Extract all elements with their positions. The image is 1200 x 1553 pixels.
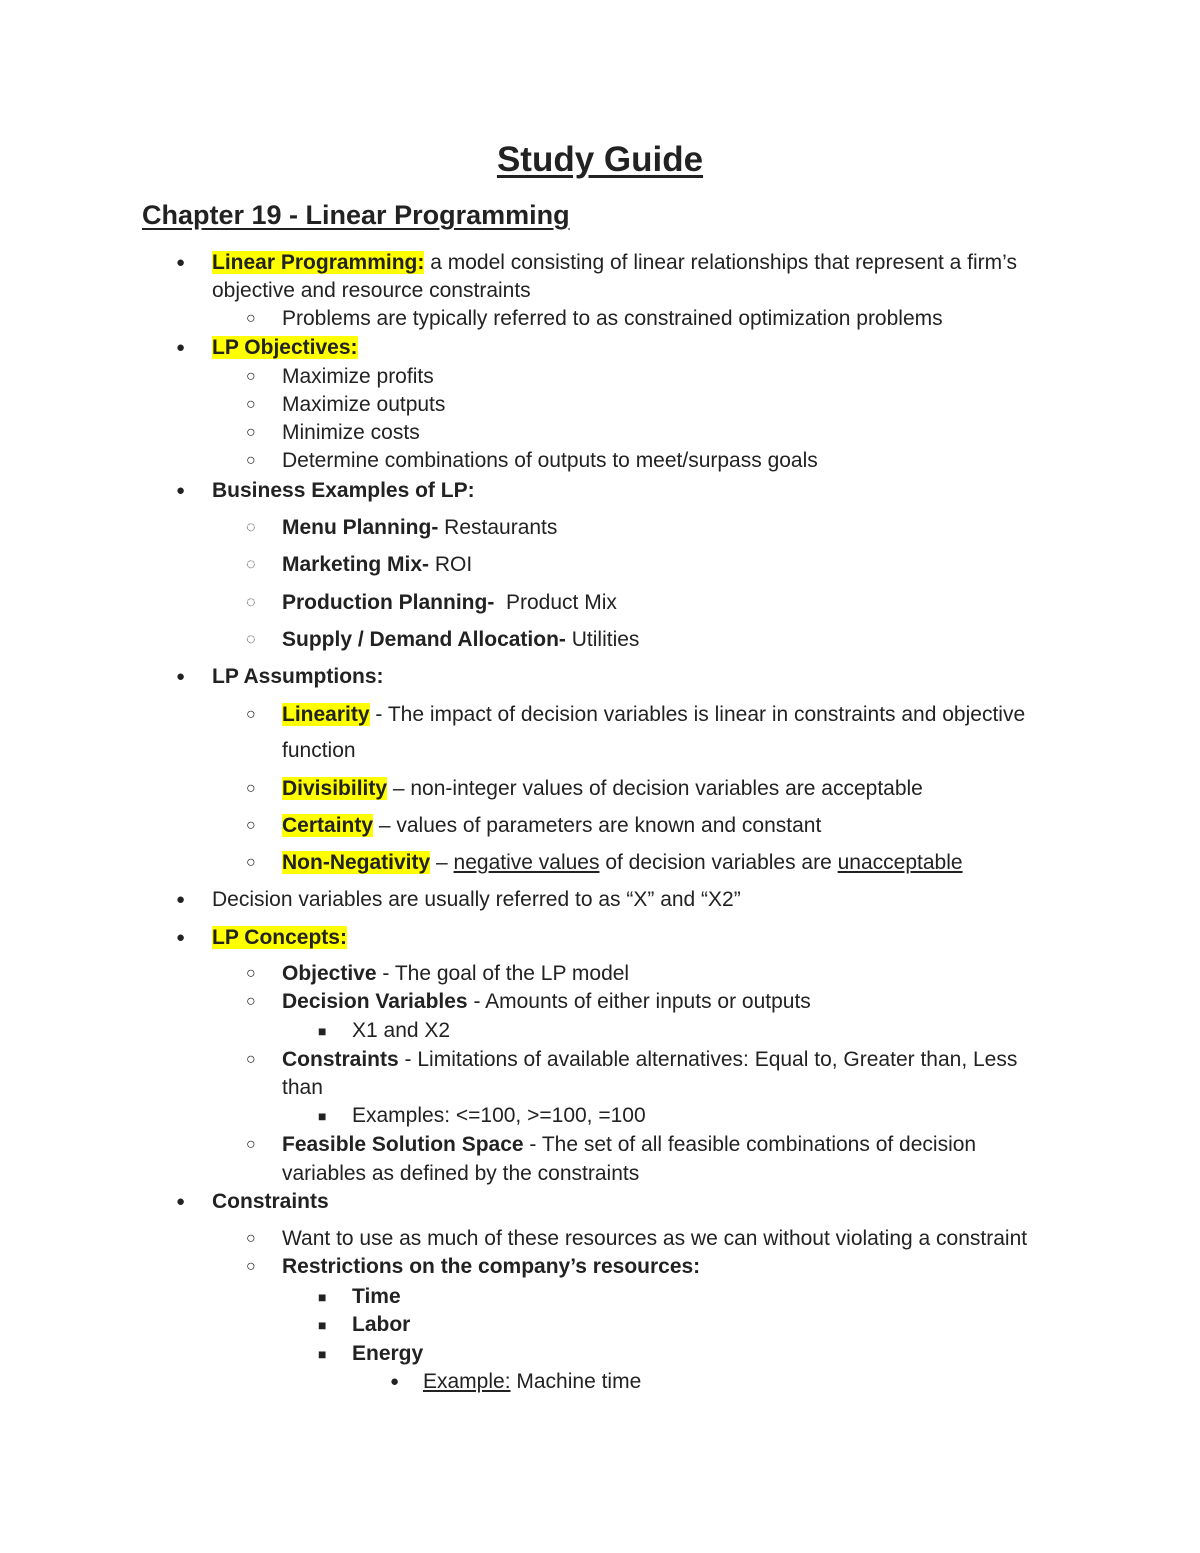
list-item: Production Planning- Product Mix	[282, 591, 617, 614]
bullet-icon: ●	[176, 339, 186, 356]
list-item: Linearity - The impact of decision variables is linear in constraints and objective	[282, 703, 1026, 726]
bullet-icon: ●	[176, 1193, 186, 1210]
circle-bullet-icon: ○	[246, 452, 256, 469]
bullet-icon: ●	[176, 254, 186, 271]
list-item: Decision variables are usually referred to as “X” and “X2”	[212, 888, 741, 911]
square-bullet-icon: ■	[318, 1289, 327, 1305]
list-item: Decision Variables - Amounts of either inputs or outputs	[282, 990, 811, 1013]
list-item: Restrictions on the company’s resources:	[282, 1255, 701, 1278]
dotted-circle-bullet-icon: ◌	[246, 631, 256, 648]
list-item: Energy	[352, 1342, 424, 1365]
list-item: Supply / Demand Allocation- Utilities	[282, 628, 640, 651]
list-item: Determine combinations of outputs to meet/surpass goals	[282, 449, 818, 472]
circle-bullet-icon: ○	[246, 993, 256, 1010]
list-item: LP Concepts:	[212, 926, 347, 949]
list-item: Certainty – values of parameters are known and constant	[282, 814, 822, 837]
list-item: Labor	[352, 1313, 411, 1336]
list-item: Time	[352, 1285, 401, 1308]
list-item: LP Objectives:	[212, 336, 358, 359]
bullet-icon: ●	[390, 1373, 400, 1390]
circle-bullet-icon: ○	[246, 1258, 256, 1275]
list-item: X1 and X2	[352, 1019, 451, 1042]
list-item: Menu Planning- Restaurants	[282, 516, 558, 539]
list-item-continued: objective and resource constraints	[212, 279, 531, 302]
list-item: Feasible Solution Space - The set of all feasible combinations of decision	[282, 1133, 977, 1156]
list-item: Examples: <=100, >=100, =100	[352, 1104, 646, 1127]
square-bullet-icon: ■	[318, 1023, 327, 1039]
circle-bullet-icon: ○	[246, 965, 256, 982]
circle-bullet-icon: ○	[246, 1136, 256, 1153]
list-item: Want to use as much of these resources as we can without violating a constraint	[282, 1227, 1028, 1250]
bullet-icon: ●	[176, 668, 186, 685]
list-item: Example: Machine time	[423, 1370, 642, 1393]
circle-bullet-icon: ○	[246, 1230, 256, 1247]
list-item: Objective - The goal of the LP model	[282, 962, 630, 985]
dotted-circle-bullet-icon: ◌	[246, 519, 256, 536]
list-item: Maximize profits	[282, 365, 434, 388]
bullet-icon: ●	[176, 482, 186, 499]
list-item: Maximize outputs	[282, 393, 446, 416]
circle-bullet-icon: ○	[246, 424, 256, 441]
list-item: Constraints	[212, 1190, 329, 1213]
list-item: Non-Negativity – negative values of decision variables are unacceptable	[282, 851, 963, 874]
dotted-circle-bullet-icon: ◌	[246, 556, 256, 573]
bullet-icon: ●	[176, 929, 186, 946]
list-item: Marketing Mix- ROI	[282, 553, 473, 576]
square-bullet-icon: ■	[318, 1346, 327, 1362]
circle-bullet-icon: ○	[246, 706, 256, 723]
list-item: Linear Programming: a model consisting of linear relationships that represent a firm’s	[212, 251, 1017, 274]
list-item: Business Examples of LP:	[212, 479, 475, 502]
list-item: Problems are typically referred to as constrained optimization problems	[282, 307, 943, 330]
list-item: LP Assumptions:	[212, 665, 384, 688]
page-title: Study Guide	[496, 140, 704, 179]
dotted-circle-bullet-icon: ◌	[246, 594, 256, 611]
list-item-continued: variables as defined by the constraints	[282, 1162, 640, 1185]
circle-bullet-icon: ○	[246, 396, 256, 413]
square-bullet-icon: ■	[318, 1317, 327, 1333]
circle-bullet-icon: ○	[246, 368, 256, 385]
list-item: Constraints - Limitations of available alternatives: Equal to, Greater than, Less	[282, 1048, 1018, 1071]
circle-bullet-icon: ○	[246, 854, 256, 871]
circle-bullet-icon: ○	[246, 1051, 256, 1068]
list-item: Divisibility – non-integer values of decision variables are acceptable	[282, 777, 923, 800]
list-item-continued: than	[282, 1076, 323, 1099]
circle-bullet-icon: ○	[246, 780, 256, 797]
bullet-icon: ●	[176, 891, 186, 908]
chapter-heading: Chapter 19 - Linear Programming	[142, 200, 570, 230]
list-item-continued: function	[282, 739, 356, 762]
square-bullet-icon: ■	[318, 1108, 327, 1124]
circle-bullet-icon: ○	[246, 817, 256, 834]
list-item: Minimize costs	[282, 421, 420, 444]
circle-bullet-icon: ○	[246, 310, 256, 327]
